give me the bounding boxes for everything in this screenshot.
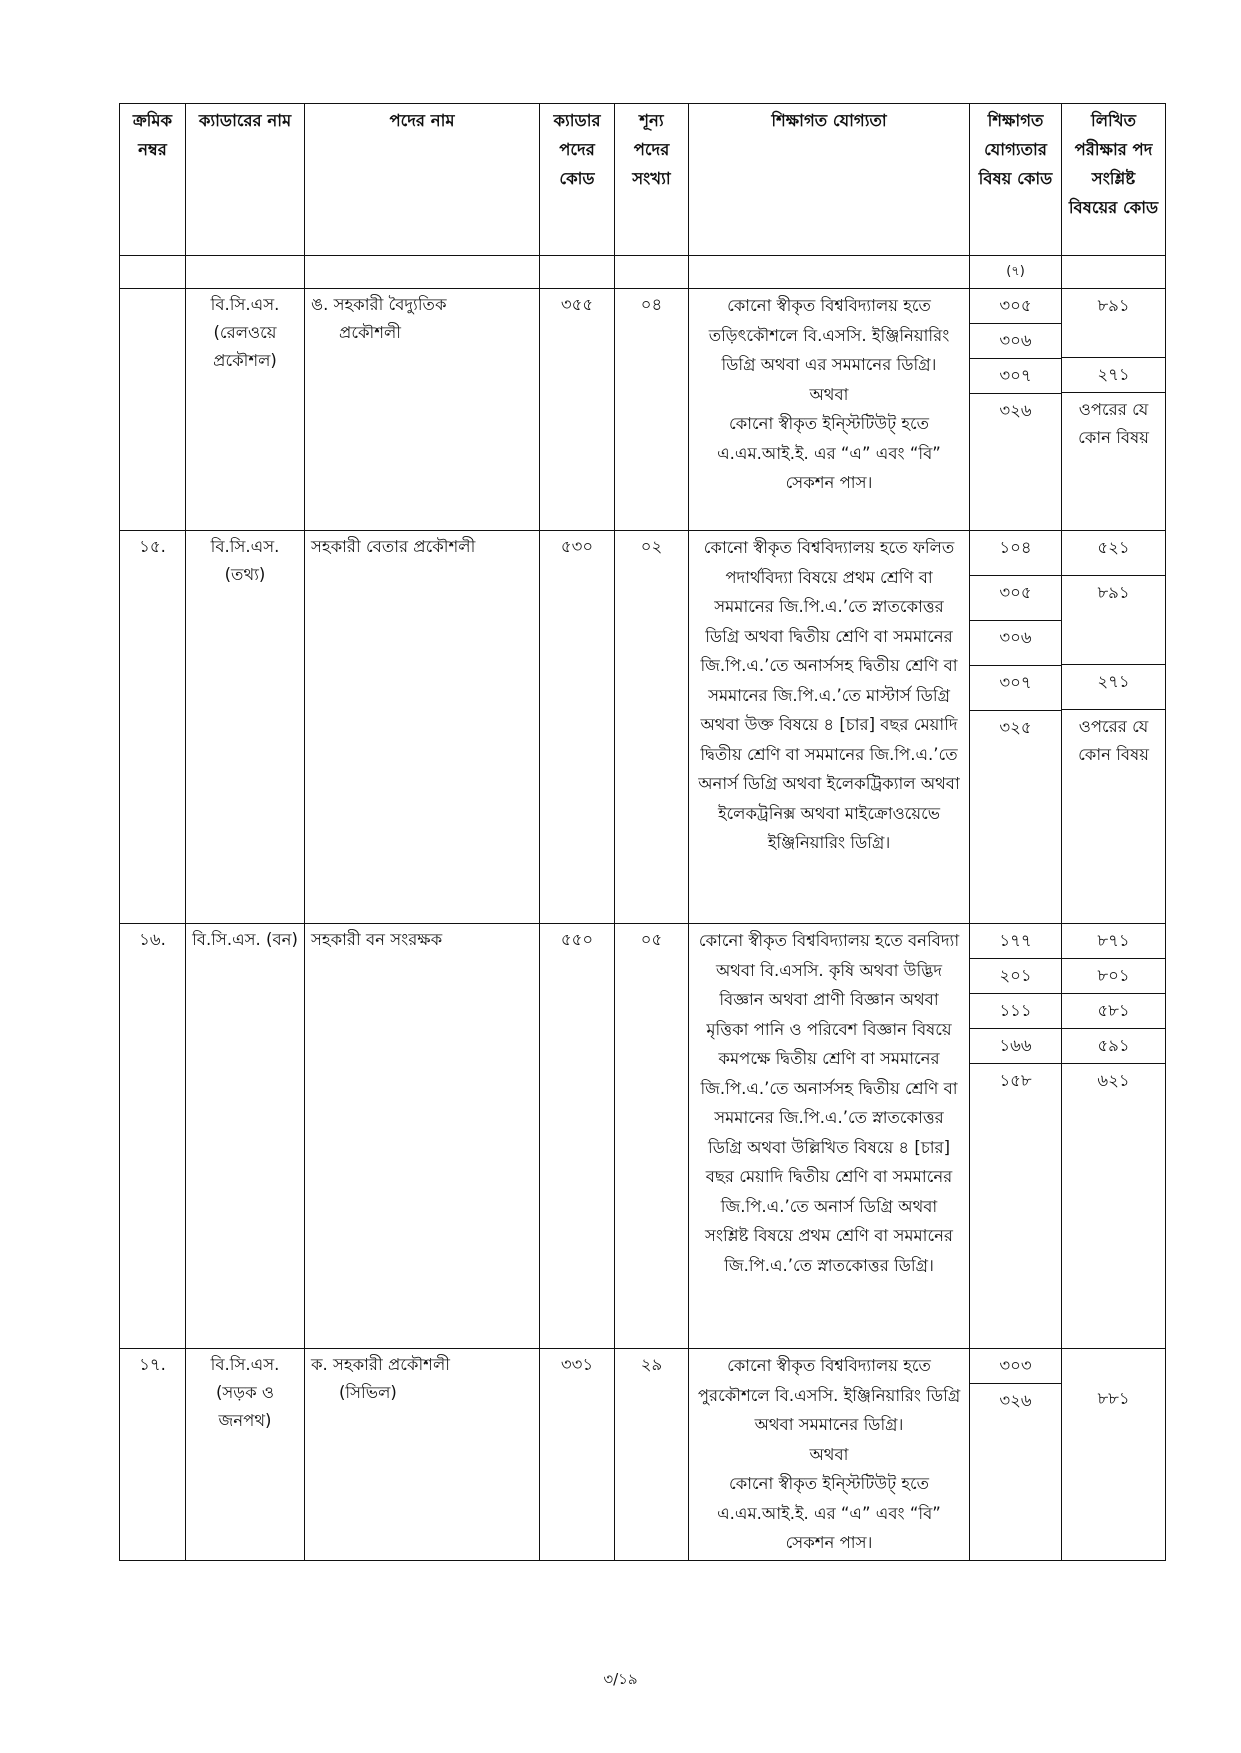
written-code-cell [1062, 289, 1166, 531]
qualification-cell [689, 1349, 970, 1561]
post-cell [305, 924, 540, 1349]
serial-cell [120, 289, 186, 531]
post-name: ক. সহকারী প্রকৌশলী [311, 1355, 450, 1374]
header-written-code: লিখিত পরীক্ষার পদ সংশ্লিষ্ট বিষয়ের কোড [1062, 104, 1166, 256]
subject-code: ৩০৬ [970, 324, 1061, 359]
subject-code-cell [970, 289, 1062, 531]
vacancy-cell: ২৯ [615, 1349, 689, 1561]
cadre-code-cell: ৩৫৫ [540, 289, 615, 531]
post-cell [305, 531, 540, 924]
written-code: ৮৭১ [1062, 924, 1165, 959]
serial-cell: ১৬. [120, 924, 186, 1349]
serial-cell: ১৭. [120, 1349, 186, 1561]
header-vacancy: শূন্য পদের সংখ্যা [615, 104, 689, 256]
subject-code: ৩২৬ [999, 401, 1032, 420]
cadre-cell: বি.সি.এস. (তথ্য) [186, 531, 305, 924]
qualification-text-alt: কোনো স্বীকৃত ইন্স্টিটিউট্ হতে এ.এম.আই.ই. এর “এ” এবং “বি” সেকশন পাস। [717, 1474, 941, 1552]
header-row [120, 104, 1166, 256]
header-post: পদের নাম [305, 104, 540, 256]
post-cell [305, 289, 540, 531]
header-subject-code: শিক্ষাগত যোগ্যতার বিষয় কোড [970, 104, 1062, 256]
vacancy-cell: ০২ [615, 531, 689, 924]
written-code: ওপরের যে কোন বিষয় [1078, 717, 1149, 764]
header-cadre: ক্যাডারের নাম [186, 104, 305, 256]
vacancy-cell: ০৪ [615, 289, 689, 531]
cadre-code-cell: ৫৩০ [540, 531, 615, 924]
table-row [120, 924, 1166, 1349]
written-code: ২৭১ [1062, 665, 1165, 710]
table-row [120, 1349, 1166, 1561]
written-code-cell [1062, 924, 1166, 1349]
page-number: ৩/১৯ [603, 1670, 638, 1688]
cadre-cell: বি.সি.এস. (সড়ক ও জনপথ) [186, 1349, 305, 1561]
written-code: ৫৮১ [1062, 994, 1165, 1029]
subject-code: ১৭৭ [970, 924, 1061, 959]
cadre-cell: বি.সি.এস. (বন) [186, 924, 305, 1349]
written-code: ৮৮১ [1097, 1389, 1130, 1408]
post-name: সহকারী বেতার প্রকৌশলী [311, 537, 476, 556]
post-name: সহকারী বন সংরক্ষক [311, 930, 443, 949]
qualification-cell [689, 924, 970, 1349]
subject-code: ৩০৫ [970, 289, 1061, 324]
written-code: ৮৯১ [1062, 576, 1165, 665]
cadre-cell: বি.সি.এস. (রেলওয়ে প্রকৌশল) [186, 289, 305, 531]
written-code: ৮৯১ [1062, 289, 1165, 358]
or-text: অথবা [809, 384, 849, 404]
subject-code: ১৬৬ [970, 1029, 1061, 1064]
qualification-cell [689, 289, 970, 531]
qualification-cell [689, 531, 970, 924]
or-text: অথবা [809, 1444, 849, 1464]
blank-row [120, 256, 1166, 289]
vacancy-cell: ০৫ [615, 924, 689, 1349]
subject-code-cell [970, 924, 1062, 1349]
table-row [120, 531, 1166, 924]
subject-code-cell [970, 1349, 1062, 1561]
vacancy-table [119, 103, 1166, 1561]
table-row [120, 289, 1166, 531]
written-code-cell [1062, 1349, 1166, 1561]
subject-code: ৩০৭ [970, 359, 1061, 394]
serial-cell: ১৫. [120, 531, 186, 924]
written-code-cell [1062, 531, 1166, 924]
header-cadre-code: ক্যাডার পদের কোড [540, 104, 615, 256]
written-code: ২৭১ [1062, 358, 1165, 393]
subject-code: ১১১ [970, 994, 1061, 1029]
post-name: ঙ. সহকারী বৈদ্যুতিক [311, 295, 447, 314]
cadre-code-cell: ৩৩১ [540, 1349, 615, 1561]
header-qualification: শিক্ষাগত যোগ্যতা [689, 104, 970, 256]
column-number: (৭) [970, 256, 1062, 289]
subject-code: ৩০৬ [970, 621, 1061, 666]
subject-code: ৩২৫ [999, 718, 1032, 737]
subject-code: ৩০৫ [970, 576, 1061, 621]
header-serial: ক্রমিক নম্বর [120, 104, 186, 256]
subject-code: ৩২৬ [999, 1391, 1032, 1410]
written-code: ৫২১ [1062, 531, 1165, 576]
subject-code: ১০৪ [970, 531, 1061, 576]
subject-code: ২০১ [970, 959, 1061, 994]
post-cell [305, 1349, 540, 1561]
subject-code: ৩০৭ [970, 666, 1061, 711]
qualification-text: কোনো স্বীকৃত বিশ্ববিদ্যালয় হতে ফলিত পদার্থবিদ্যা বিষয়ে প্রথম শ্রেণি বা সমমানের জি.পি.এ.’তে স্নাতকোত্তর ডিগ্রি অথবা দ্বিতীয় শ্রেণি বা সমমানের জি.পি.এ.’তে অনার্সসহ দ্বিতীয় শ্রেণি বা সমমানের জি.পি.এ.’তে মাস্টার্স ডিগ্রি অথবা উক্ত বিষয়ে ৪ [চার] বছর মেয়াদি দ্বিতীয় শ্রেণি বা সমমানের জি.পি.এ.’তে অনার্স ডিগ্রি অথবা ইলেকট্রিক্যাল অথবা ইলেকট্রনিক্স অথবা মাইক্রোওয়েভে ইঞ্জিনিয়ারিং ডিগ্রি। [698, 538, 960, 852]
written-code: ৫৯১ [1062, 1029, 1165, 1064]
written-code: ৮০১ [1062, 959, 1165, 994]
post-name-cont: প্রকৌশলী [339, 323, 401, 342]
qualification-text: কোনো স্বীকৃত বিশ্ববিদ্যালয় হতে বনবিদ্যা অথবা বি.এসসি. কৃষি অথবা উদ্ভিদ বিজ্ঞান অথবা প্রাণী বিজ্ঞান অথবা মৃত্তিকা পানি ও পরিবেশ বিজ্ঞান বিষয়ে কমপক্ষে দ্বিতীয় শ্রেণি বা সমমানের জি.পি.এ.’তে অনার্সসহ দ্বিতীয় শ্রেণি বা সমমানের জি.পি.এ.’তে স্নাতকোত্তর ডিগ্রি অথবা উল্লিখিত বিষয়ে ৪ [চার] বছর মেয়াদি দ্বিতীয় শ্রেণি বা সমমানের জি.পি.এ.’তে অনার্স ডিগ্রি অথবা সংশ্লিষ্ট বিষয়ে প্রথম শ্রেণি বা সমমানের জি.পি.এ.’তে স্নাতকোত্তর ডিগ্রি। [698, 931, 960, 1275]
subject-code: ১৫৮ [999, 1071, 1032, 1090]
qualification-text: কোনো স্বীকৃত বিশ্ববিদ্যালয় হতে তড়িৎকৌশলে বি.এসসি. ইঞ্জিনিয়ারিং ডিগ্রি অথবা এর সমমানের ডিগ্রি। [708, 296, 950, 374]
qualification-text: কোনো স্বীকৃত বিশ্ববিদ্যালয় হতে পুরকৌশলে বি.এসসি. ইঞ্জিনিয়ারিং ডিগ্রি অথবা সমমানের ডিগ্রি। [697, 1356, 961, 1434]
subject-code-cell [970, 531, 1062, 924]
post-name-cont: (সিভিল) [339, 1383, 397, 1402]
subject-code: ৩০৩ [970, 1349, 1061, 1384]
cadre-code-cell: ৫৫০ [540, 924, 615, 1349]
written-code: ৬২১ [1097, 1071, 1130, 1090]
qualification-text-alt: কোনো স্বীকৃত ইন্স্টিটিউট্ হতে এ.এম.আই.ই. এর “এ” এবং “বি” সেকশন পাস। [717, 414, 941, 492]
written-code: ওপরের যে কোন বিষয় [1078, 400, 1149, 447]
